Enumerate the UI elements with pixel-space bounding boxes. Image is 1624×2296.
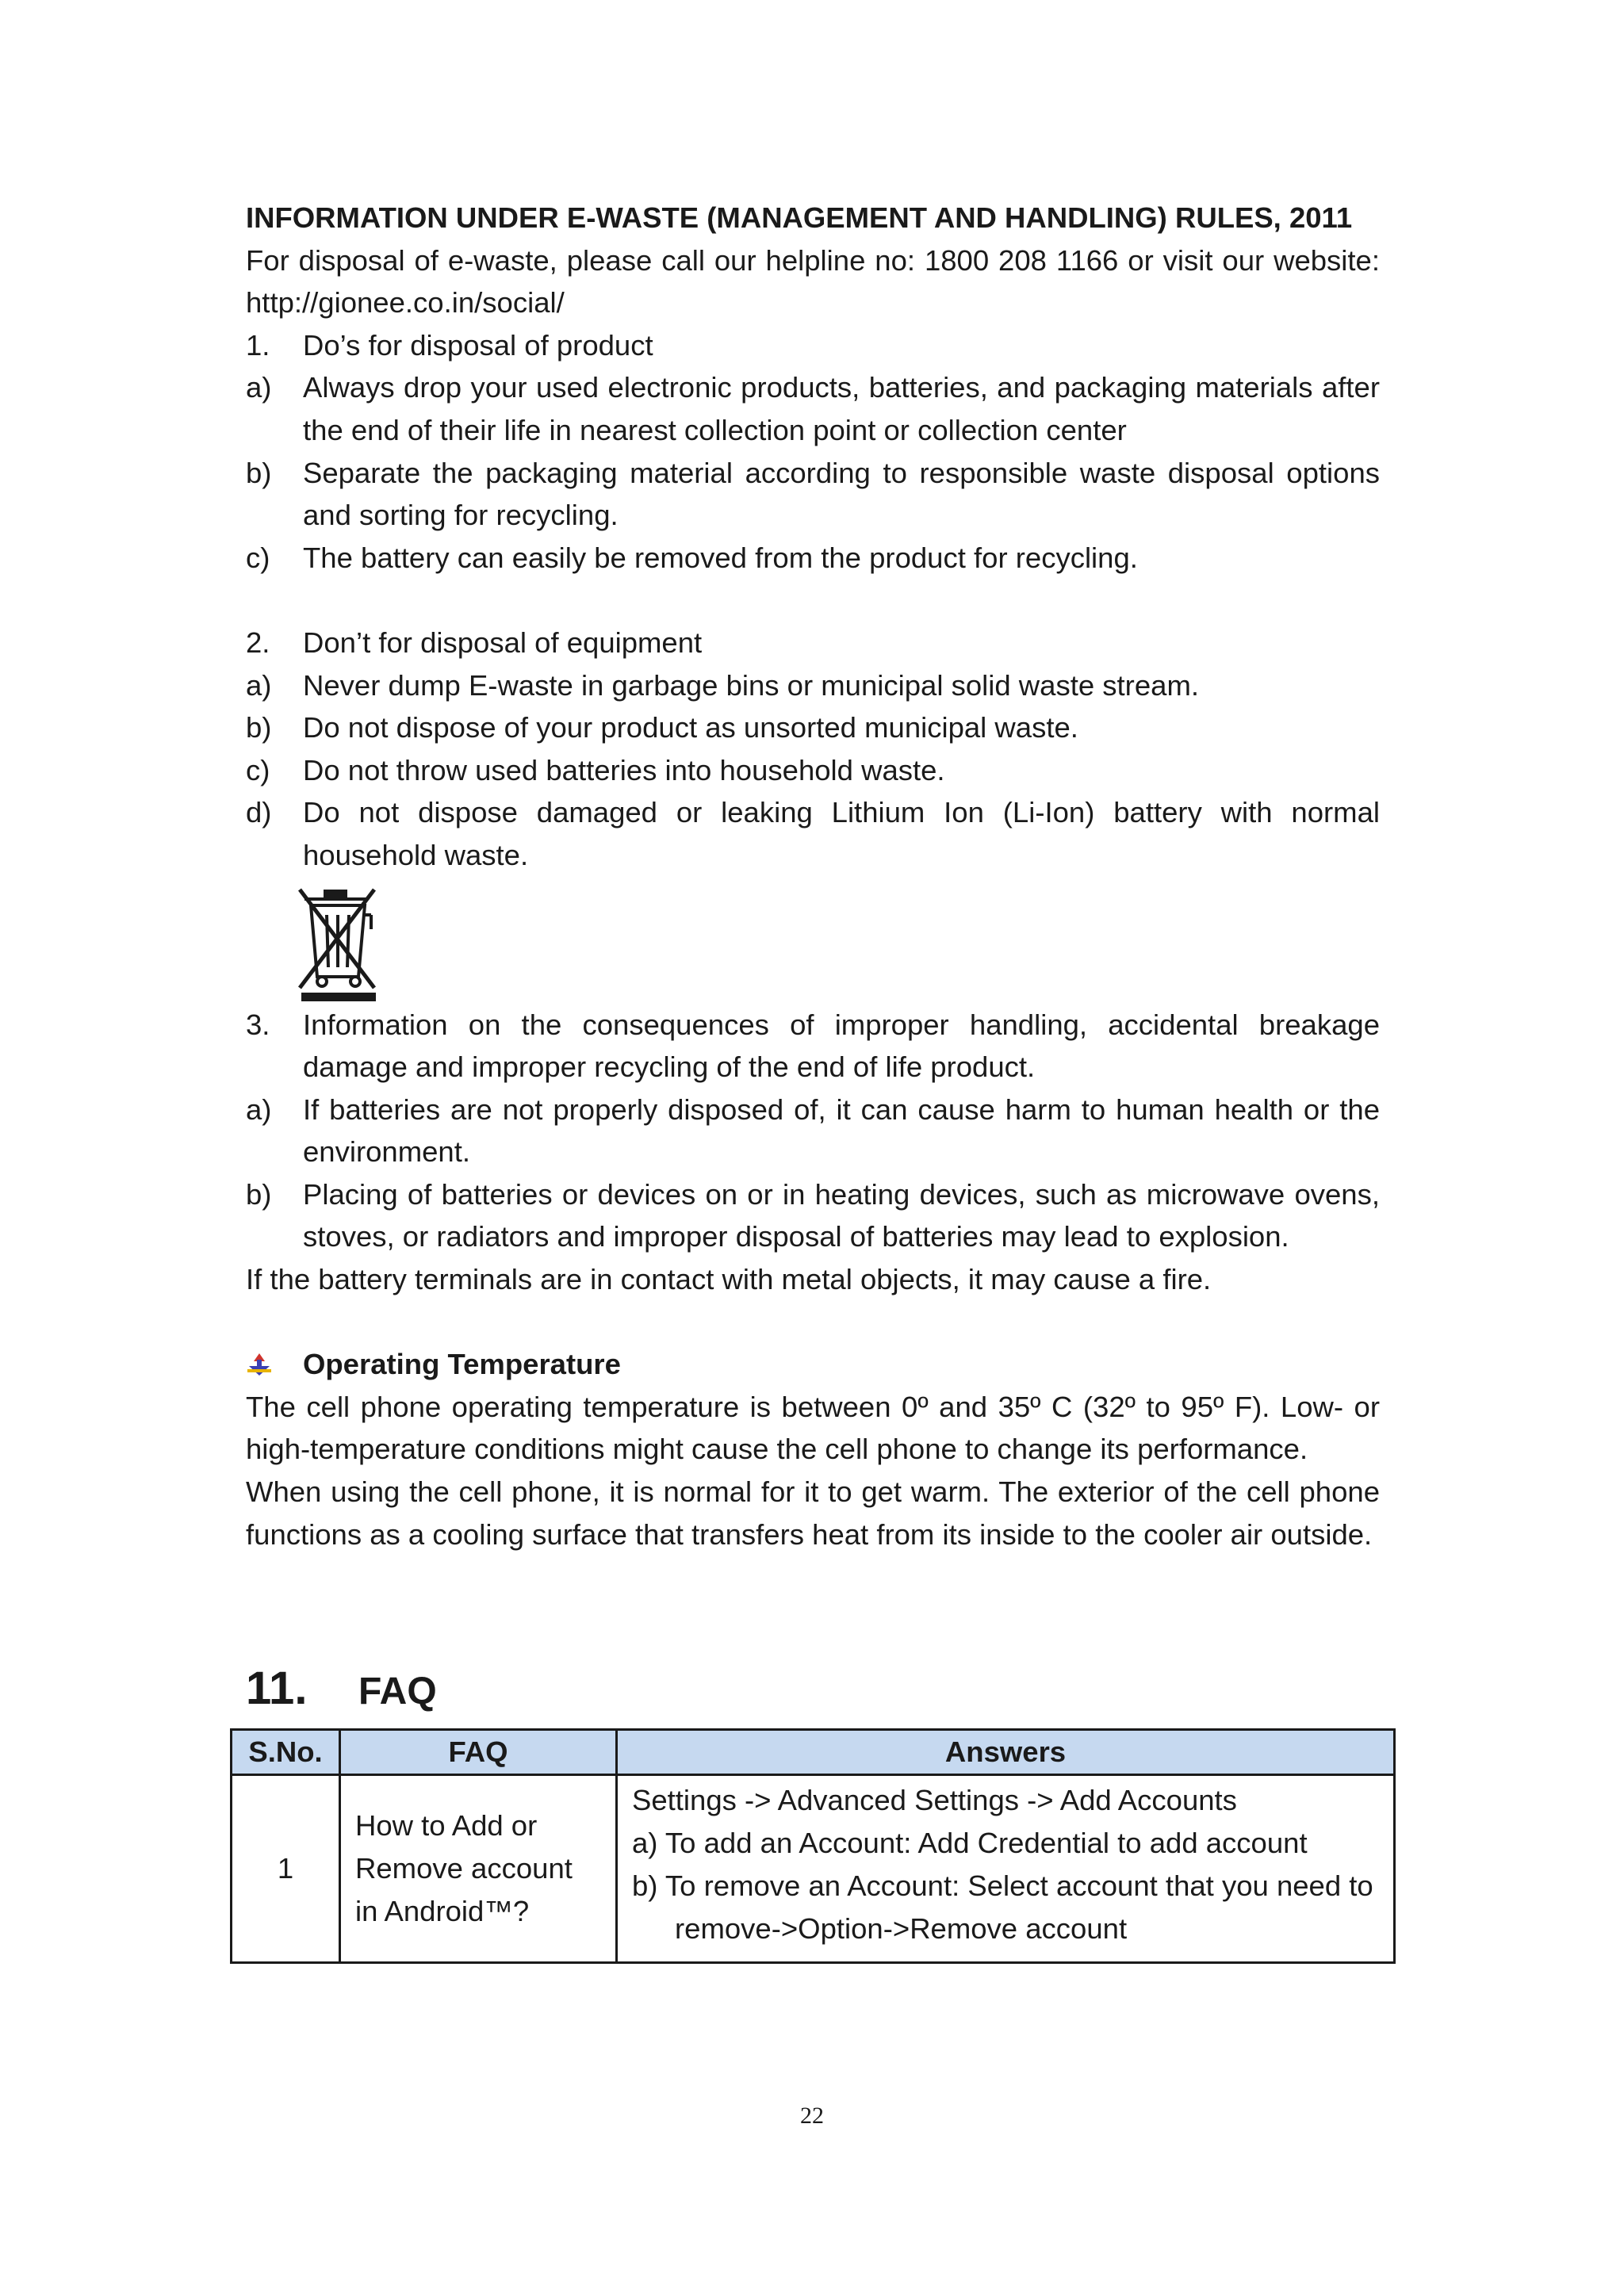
operating-temperature-title: Operating Temperature — [246, 1343, 1380, 1386]
operating-para-1: The cell phone operating temperature is between 0º and 35º C (32º to 95º F). Low- or high-temperature conditions might cause the cell phone to change its performance. — [246, 1390, 1380, 1466]
section3-item-a: a) If batteries are not properly disposed of, it can cause harm to human health or the environment. — [246, 1093, 1380, 1169]
section1-item-b: b) Separate the packaging material according to responsible waste disposal options and sorting for recycling. — [246, 456, 1380, 532]
section1-item-c: c) The battery can easily be removed from the product for recycling. — [246, 541, 1138, 574]
page-content — [246, 197, 1380, 1556]
answer-line-1: Settings -> Advanced Settings -> Add Accounts — [632, 1784, 1237, 1816]
cell-sno: 1 — [232, 1775, 340, 1963]
cell-question: How to Add or Remove account in Android™? — [340, 1775, 617, 1963]
section2-item-b: b) Do not dispose of your product as unsorted municipal waste. — [246, 711, 1078, 744]
section2-title: 2. Don’t for disposal of equipment — [246, 626, 703, 659]
crossed-out-wheelie-bin-icon — [295, 883, 382, 1002]
ewaste-intro: For disposal of e-waste, please call our helpline no: 1800 208 1166 or visit our website: http://gionee.co.in/social/ — [246, 243, 1380, 320]
faq-section-title: 11. FAQ — [246, 1663, 437, 1714]
answer-line-2: a) To add an Account: Add Credential to add account — [632, 1827, 1308, 1859]
spacer — [246, 1301, 1380, 1344]
arrow-bullet-icon — [247, 1353, 271, 1376]
answer-line-4: remove->Option->Remove account — [675, 1912, 1128, 1945]
spacer — [246, 579, 1380, 622]
faq-table-header — [232, 1730, 1395, 1775]
section2-item-d: d) Do not dispose damaged or leaking Lithium Ion (Li-Ion) battery with normal household waste. — [246, 796, 1380, 871]
header-sno: S.No. — [232, 1730, 340, 1775]
section1-item-a: a) Always drop your used electronic products, batteries, and packaging materials after the end of their life in nearest collection point or collection center — [246, 371, 1380, 446]
section3-item-b: b) Placing of batteries or devices on or in heating devices, such as microwave ovens, stoves, or radiators and improper disposal of batteries may lead to explosion. — [246, 1177, 1380, 1253]
weee-icon-container — [246, 877, 1380, 1004]
operating-para-2: When using the cell phone, it is normal for it to get warm. The exterior of the cell phone functions as a cooling surface that transfers heat from its inside to the cooler air outside. — [246, 1475, 1380, 1551]
answer-line-3: b) To remove an Account: Select account that you need to — [632, 1869, 1373, 1902]
section2-item-a: a) Never dump E-waste in garbage bins or municipal solid waste stream. — [246, 668, 1199, 702]
ewaste-heading: INFORMATION UNDER E-WASTE (MANAGEMENT AND HANDLING) RULES, 2011 — [246, 201, 1353, 234]
header-answers: Answers — [617, 1730, 1395, 1775]
section3-title: 3. Information on the consequences of improper handling, accidental breakage damage and improper recycling of the end of life product. — [246, 1008, 1380, 1084]
header-faq: FAQ — [340, 1730, 617, 1775]
table-row — [232, 1775, 1395, 1963]
section1-title: 1. Do’s for disposal of product — [246, 328, 653, 362]
page-number: 22 — [800, 2103, 824, 2129]
section2-item-c: c) Do not throw used batteries into household waste. — [246, 753, 945, 786]
cell-answer — [617, 1775, 1395, 1963]
faq-table — [230, 1728, 1396, 1964]
section3-note: If the battery terminals are in contact with metal objects, it may cause a fire. — [246, 1263, 1212, 1296]
